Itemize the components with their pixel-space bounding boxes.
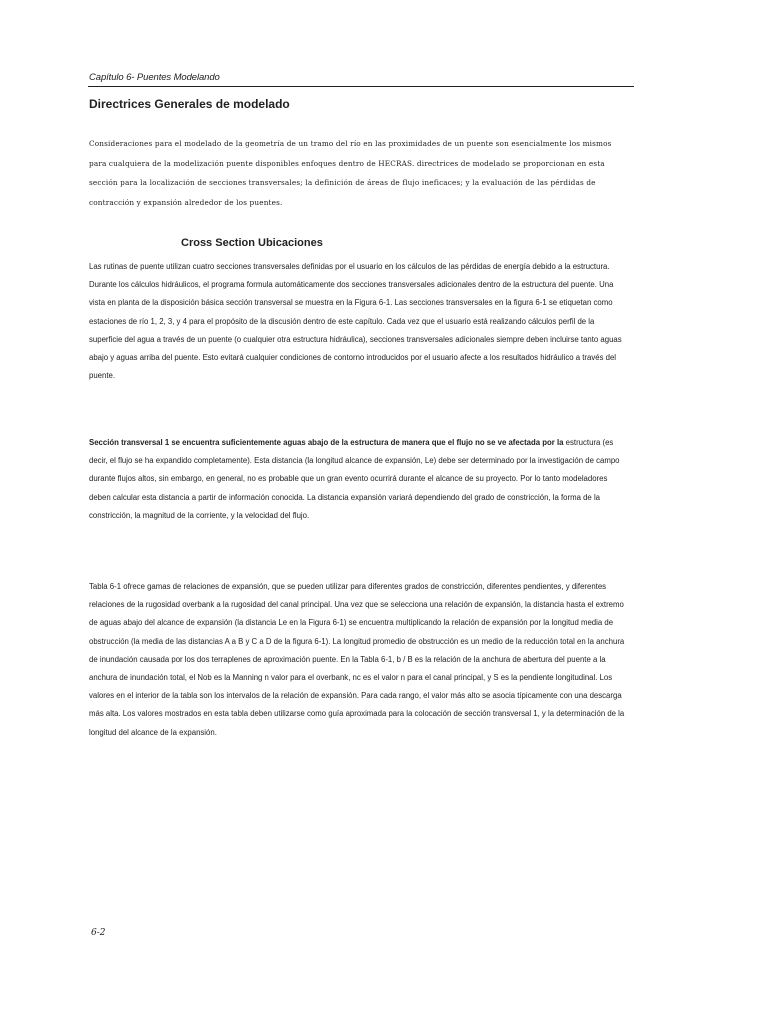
section-title: Directrices Generales de modelado [89,97,290,111]
body-paragraph-2 [89,434,629,525]
body-paragraph-1: Las rutinas de puente utilizan cuatro secciones transversales definidas por el usuario en los cálculos de las pérdidas de energía debido a la estructura. Durante los cálculos hidráulicos, el programa formula automáticamente dos secciones transversales adicionales dentro de la estructura del puente. Una vista en planta de la disposición básica sección transversal se muestra en la Figura 6-1. Las secciones transversales en la figura 6-1 se etiquetan como estaciones de río 1, 2, 3, y 4 para el propósito de la discusión dentro de este capítulo. Cada vez que el usuario está realizando cálculos perfil de la superficie del agua a través de un puente (o cualquier otra estructura hidráulica), secciones transversales adicionales siempre deben incluirse tanto aguas abajo y aguas arriba del puente. Esto evitará cualquier condiciones de contorno introducidos por el usuario afecte a los resultados hidráulico a través del puente. [89,262,622,381]
intro-paragraph: Consideraciones para el modelado de la geometría de un tramo del río en las proximidades de un puente son esencialmente los mismos para cualquiera de la modelización puente disponibles enfoques dentro de HECRAS. directrices de modelado se proporcionan en esta sección para la localización de secciones transversales; la definición de áreas de flujo ineficaces; y la evaluación de las pérdidas de contracción y expansión alrededor de los puentes. [89,139,612,208]
page-number: 6-2 [91,928,106,938]
subsection-title: Cross Section Ubicaciones [181,237,323,249]
body-paragraph-3: Tabla 6-1 ofrece gamas de relaciones de expansión, que se pueden utilizar para diferentes grados de constricción, diferentes pendientes, y diferentes relaciones de la rugosidad overbank a la rugosidad del canal principal. Una vez que se selecciona una relación de expansión, la distancia hasta el extremo de aguas abajo del alcance de expansión (la distancia Le en la Figura 6-1) se encuentra multiplicando la relación de expansión por la longitud media de obstrucción (la media de las distancias A a B y C a D de la figura 6-1). La longitud promedio de obstrucción es un medio de la reducción total en la anchura de inundación causada por los dos terraplenes de aproximación puente. En la Tabla 6-1, b / B es la relación de la anchura de abertura del puente a la anchura de inundación total, el Nob es la Manning n valor para el overbank, nc es el valor n para el canal principal, y S es la pendiente longitudinal. Los valores en el interior de la tabla son los intervalos de la relación de expansión. Para cada rango, el valor más alto se asocia típicamente con una descarga más alta. Los valores mostrados en esta tabla deben utilizarse como guía aproximada para la colocación de sección transversal 1, y la determinación de la longitud del alcance de la expansión. [89,582,625,737]
paragraph-2-text: estructura (es decir, el flujo se ha expandido completamente). Esta distancia (la longitud alcance de expansión, Le) debe ser determinado por la investigación de campo durante flujos altos, sin embargo, en general, no es probable que un gran evento ocurrirá durante el alcance de su proyecto. Por lo tanto modeladores deben calcular esta distancia a partir de información conocida. La distancia expansión variará dependiendo del grado de constricción, la forma de la constricción, la magnitud de la corriente, y la velocidad del flujo. [89,438,620,520]
header-rule [88,86,634,87]
running-header: Capítulo 6- Puentes Modelando [89,72,220,83]
paragraph-2-bold-lead: Sección transversal 1 se encuentra suficientemente aguas abajo de la estructura de manera que el flujo no se ve afectada por la [89,438,564,447]
